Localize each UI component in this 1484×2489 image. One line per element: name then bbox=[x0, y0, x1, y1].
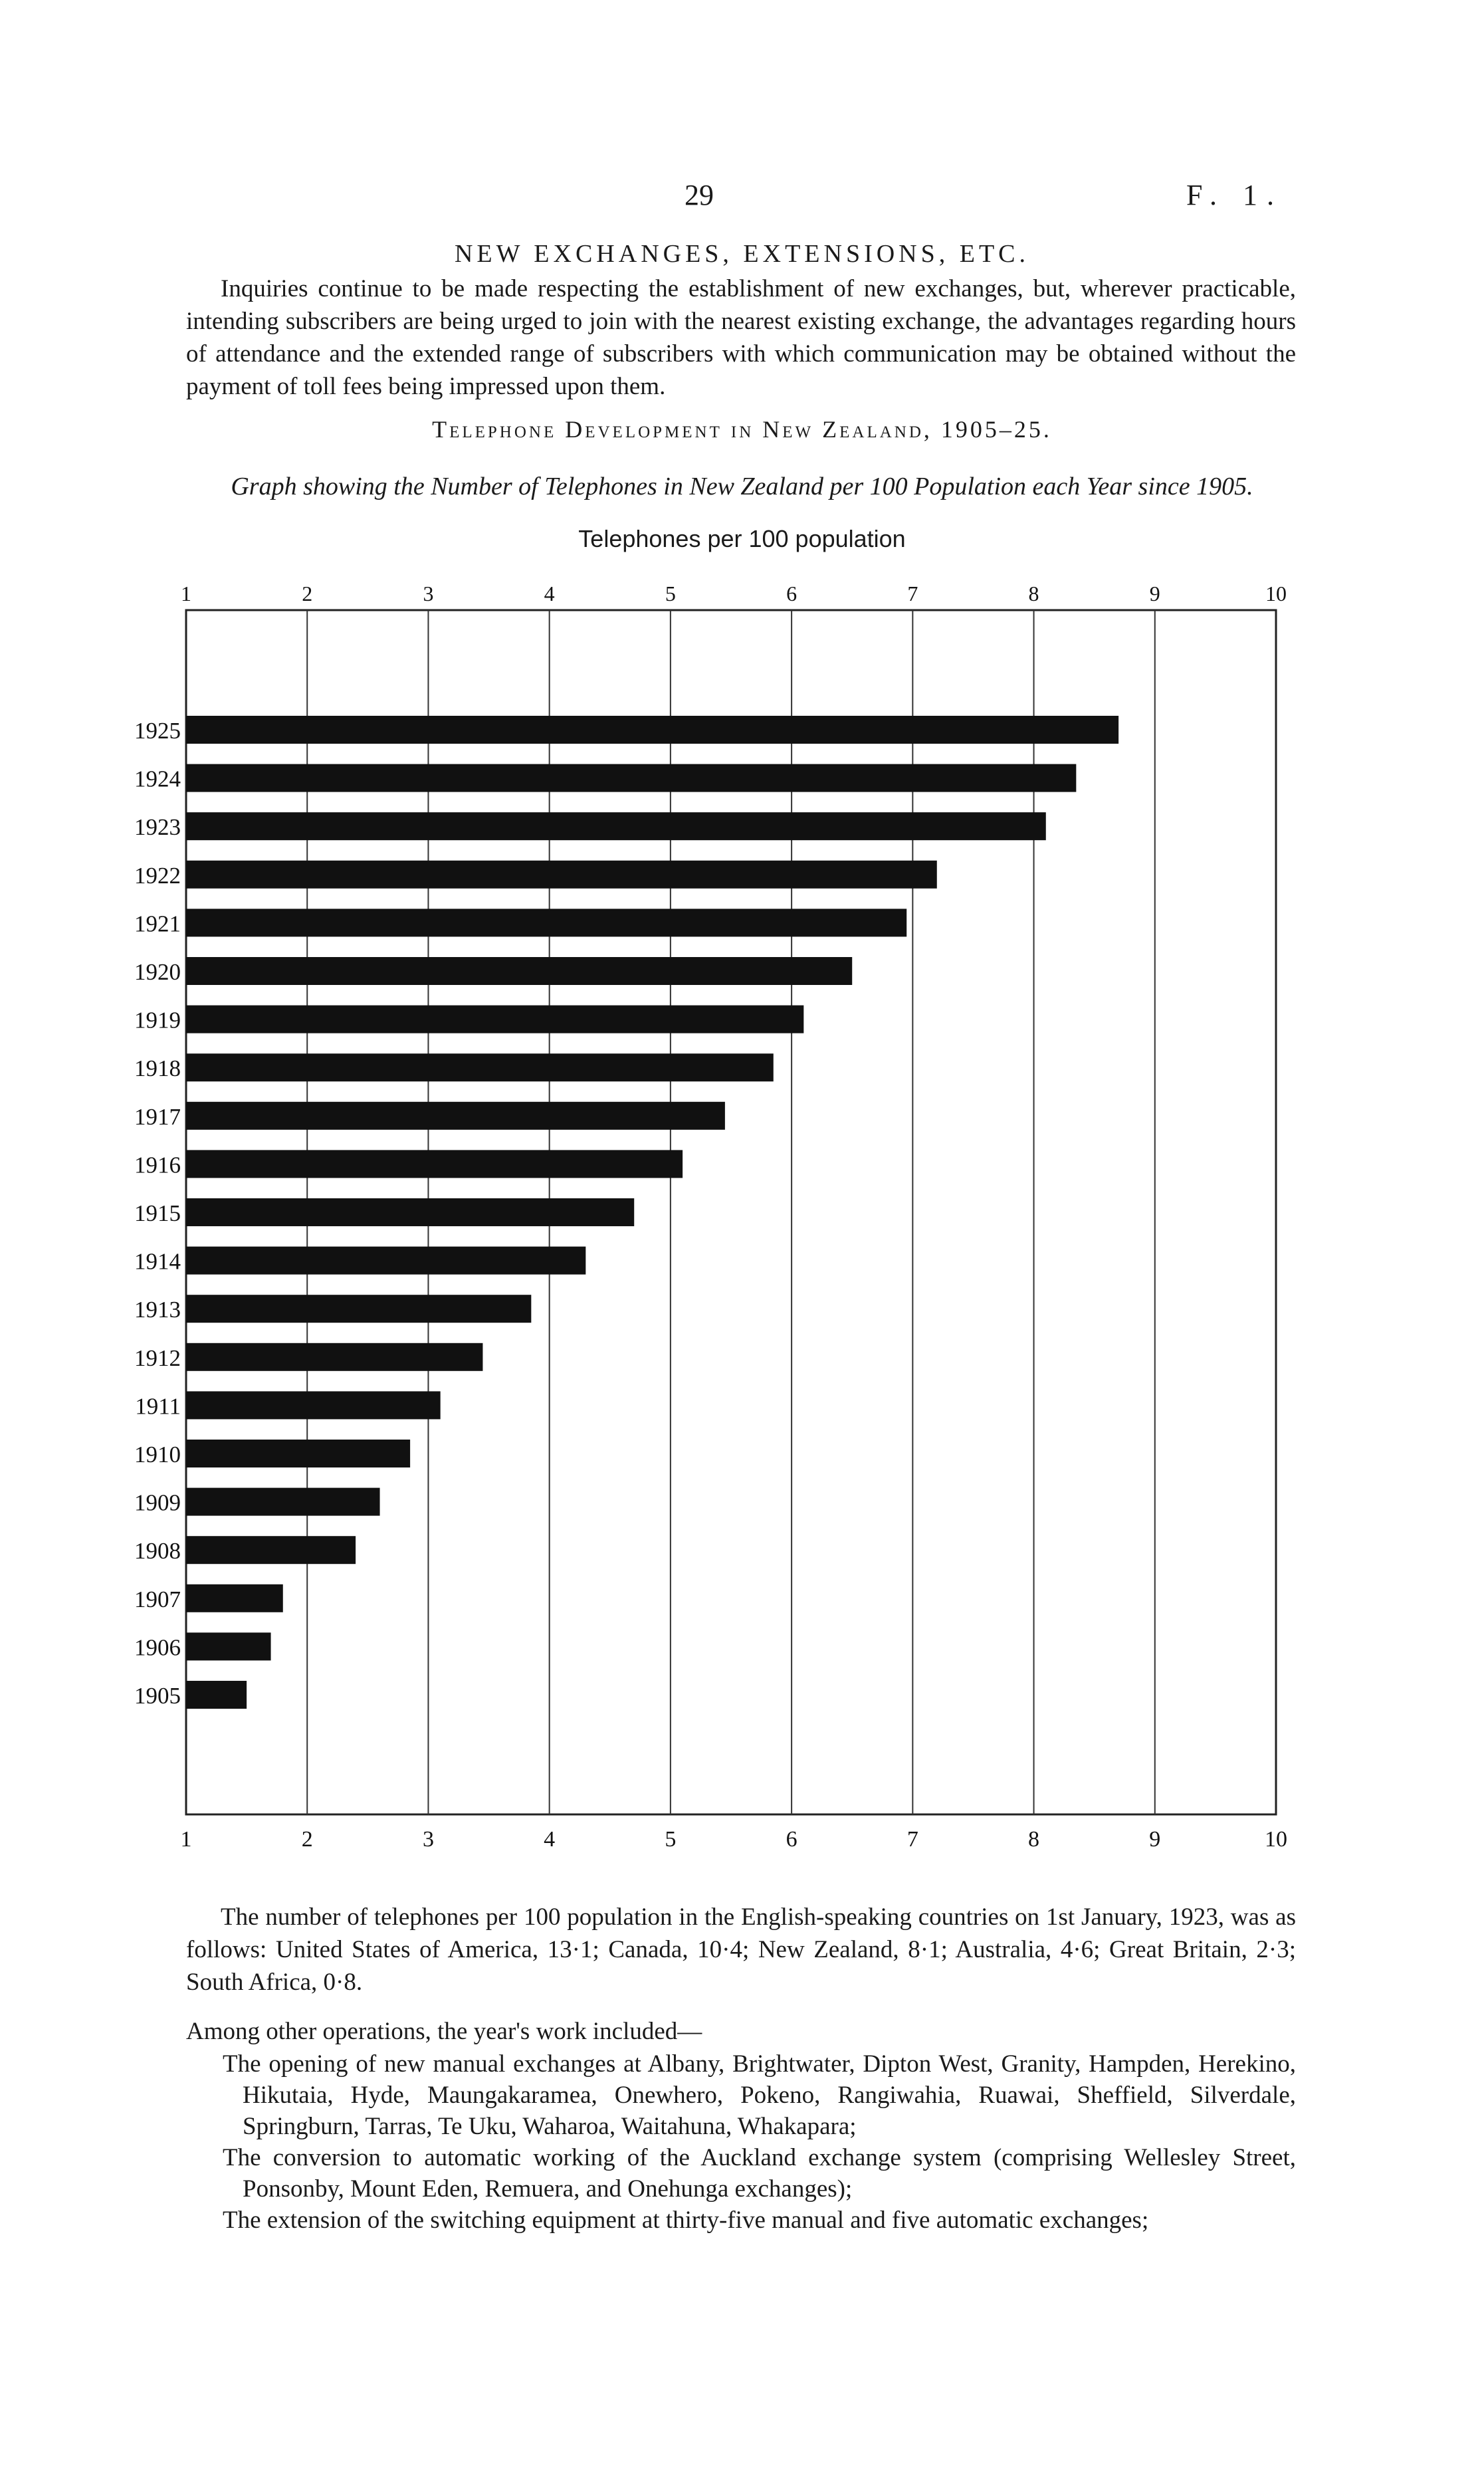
bar bbox=[186, 764, 1076, 792]
year-label: 1910 bbox=[134, 1442, 181, 1467]
tick-label-bottom: 9 bbox=[1149, 1827, 1161, 1852]
page-reference: F. 1. bbox=[1186, 179, 1283, 211]
list-item: The extension of the switching equipment at thirty-five manual and five automatic exchanges; bbox=[223, 2207, 1149, 2234]
tick-label-bottom: 5 bbox=[665, 1827, 677, 1852]
bar bbox=[186, 1632, 271, 1660]
telephone-development-chart bbox=[120, 565, 1329, 1868]
figure-subtitle: Telephone Development in New Zealand, 1905–25. bbox=[432, 416, 1052, 443]
bar bbox=[186, 957, 852, 985]
year-label: 1906 bbox=[134, 1634, 181, 1661]
year-label: 1912 bbox=[134, 1345, 181, 1371]
tick-label-bottom: 2 bbox=[301, 1827, 313, 1852]
tick-label-top: 10 bbox=[1265, 582, 1287, 605]
tick-label-top: 8 bbox=[1028, 582, 1039, 605]
tick-label-top: 6 bbox=[786, 582, 797, 605]
tick-label-top: 2 bbox=[302, 582, 313, 605]
bar bbox=[186, 1440, 410, 1467]
bar bbox=[186, 716, 1118, 744]
tick-label-top: 9 bbox=[1149, 582, 1160, 605]
operations-list bbox=[186, 2048, 1296, 2236]
year-label: 1913 bbox=[134, 1297, 181, 1323]
tick-label-bottom: 1 bbox=[180, 1827, 192, 1852]
year-label: 1914 bbox=[134, 1248, 181, 1275]
year-label: 1915 bbox=[134, 1200, 181, 1226]
tick-label-bottom: 6 bbox=[786, 1827, 797, 1852]
tick-label-bottom: 3 bbox=[422, 1827, 434, 1852]
bar bbox=[186, 1343, 482, 1371]
bar bbox=[186, 1198, 634, 1226]
intro-paragraph: Inquiries continue to be made respecting the establishment of new exchanges, but, wherever practicable, intending subscribers are being urged to join with the nearest existing exchange, the advantages regarding hours of attendance and the extended range of subscribers with which communication may be obtained without the payment of toll fees being impressed upon them. bbox=[186, 275, 1296, 400]
list-item: The conversion to automatic working of the Auckland exchange system (comprising Wellesley Street, Ponsonby, Mount Eden, Remuera, and Onehunga exchanges); bbox=[223, 2144, 1296, 2203]
bar bbox=[186, 812, 1046, 840]
tick-label-bottom: 8 bbox=[1028, 1827, 1040, 1852]
year-label: 1919 bbox=[134, 1007, 181, 1033]
year-label: 1920 bbox=[134, 959, 181, 985]
bar bbox=[186, 1053, 774, 1081]
year-label: 1925 bbox=[134, 718, 181, 744]
year-label: 1911 bbox=[135, 1393, 181, 1420]
bar bbox=[186, 909, 906, 936]
year-label: 1917 bbox=[134, 1103, 181, 1130]
bar bbox=[186, 1488, 380, 1516]
bar bbox=[186, 1006, 803, 1033]
bar bbox=[186, 861, 937, 889]
tick-label-bottom: 10 bbox=[1265, 1827, 1287, 1852]
tick-label-top: 4 bbox=[544, 582, 555, 605]
page-number: 29 bbox=[685, 179, 714, 211]
bar bbox=[186, 1102, 725, 1130]
figure-caption: Graph showing the Number of Telephones in New Zealand per 100 Population each Year since 1905. bbox=[231, 473, 1253, 500]
year-label: 1916 bbox=[134, 1152, 181, 1178]
list-item: The opening of new manual exchanges at Albany, Brightwater, Dipton West, Granity, Hampden, Herekino, Hikutaia, Hyde, Maungakaramea, Onewhero, Pokeno, Rangiwahia, Ruawai, Sheffield, Silverdale, Springburn, Tarras, Te Uku, Waharoa, Waitahuna, Whakapara; bbox=[223, 2050, 1296, 2140]
year-label: 1922 bbox=[134, 862, 181, 889]
tick-label-top: 1 bbox=[181, 582, 191, 605]
year-label: 1905 bbox=[134, 1683, 181, 1709]
operations-intro: Among other operations, the year's work included— bbox=[186, 2018, 702, 2045]
bar bbox=[186, 1295, 531, 1323]
chart-title: Telephones per 100 population bbox=[578, 525, 906, 552]
bar bbox=[186, 1584, 283, 1612]
year-label: 1921 bbox=[134, 911, 181, 937]
bar bbox=[186, 1681, 247, 1709]
year-label: 1907 bbox=[134, 1586, 181, 1612]
tick-label-bottom: 4 bbox=[544, 1827, 556, 1852]
year-label: 1923 bbox=[134, 814, 181, 841]
bar bbox=[186, 1536, 356, 1564]
bar bbox=[186, 1391, 441, 1419]
tick-label-top: 3 bbox=[423, 582, 434, 605]
year-label: 1908 bbox=[134, 1538, 181, 1565]
tick-label-top: 7 bbox=[907, 582, 918, 605]
year-label: 1918 bbox=[134, 1055, 181, 1082]
bar bbox=[186, 1150, 683, 1178]
tick-label-top: 5 bbox=[665, 582, 676, 605]
section-heading: NEW EXCHANGES, EXTENSIONS, ETC. bbox=[454, 240, 1030, 268]
bar bbox=[186, 1247, 585, 1275]
tick-label-bottom: 7 bbox=[906, 1827, 918, 1852]
statistics-paragraph: The number of telephones per 100 population in the English-speaking countries on 1st January, 1923, was as follows: United States of America, 13·1; Canada, 10·4; New Zealand, 8·1; Australia, 4·6; Great Britain, 2·3; South Africa, 0·8. bbox=[186, 1903, 1296, 1996]
year-label: 1924 bbox=[134, 766, 181, 792]
year-label: 1909 bbox=[134, 1489, 181, 1516]
